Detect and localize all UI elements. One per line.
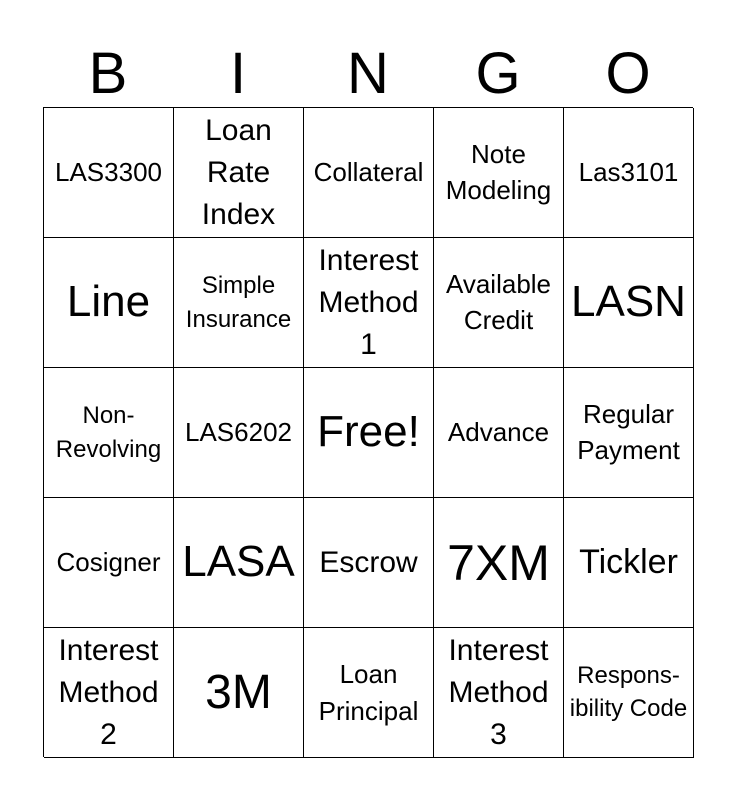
header-letter-n: N <box>347 41 389 106</box>
cell-text: Tickler <box>579 543 678 582</box>
cell-text: Loan Rate Index <box>201 113 276 231</box>
bingo-grid <box>43 107 693 757</box>
bingo-header <box>43 40 693 108</box>
cell-text: 7XM <box>447 534 550 591</box>
cell-text: Collateral <box>313 156 424 187</box>
bingo-cell[interactable] <box>564 108 694 238</box>
cell-text: Non-Revolving <box>55 401 162 463</box>
bingo-cell[interactable] <box>564 368 694 498</box>
bingo-cell[interactable] <box>564 238 694 368</box>
bingo-cell[interactable] <box>304 238 434 368</box>
bingo-cell[interactable] <box>174 628 304 758</box>
cell-text: Interest Method 1 <box>318 243 419 361</box>
cell-text: Las3101 <box>578 156 679 187</box>
cell-text: Advance <box>447 416 550 447</box>
header-letter-g: G <box>475 41 521 106</box>
cell-text: 3M <box>205 665 272 719</box>
bingo-cell[interactable] <box>434 108 564 238</box>
cell-text: Escrow <box>319 545 418 579</box>
bingo-cell[interactable] <box>44 498 174 628</box>
cell-text: Regular Payment <box>577 399 680 465</box>
cell-text: Note Modeling <box>445 139 552 205</box>
cell-text: Interest Method 3 <box>448 633 549 751</box>
cell-text: Cosigner <box>56 546 161 577</box>
bingo-cell[interactable] <box>304 498 434 628</box>
bingo-cell[interactable] <box>44 628 174 758</box>
bingo-cell[interactable] <box>174 108 304 238</box>
cell-text: Simple Insurance <box>185 271 292 333</box>
free-space: Free! <box>317 407 420 457</box>
bingo-cell[interactable] <box>174 498 304 628</box>
bingo-cell[interactable] <box>434 498 564 628</box>
bingo-cell[interactable] <box>174 368 304 498</box>
bingo-cell[interactable] <box>304 628 434 758</box>
bingo-cell[interactable] <box>44 368 174 498</box>
cell-text: Respons-ibility Code <box>569 662 688 722</box>
bingo-cell[interactable] <box>174 238 304 368</box>
bingo-cell[interactable] <box>44 108 174 238</box>
bingo-cell[interactable] <box>304 368 434 498</box>
bingo-cell[interactable] <box>434 238 564 368</box>
cell-text: Available Credit <box>445 269 552 335</box>
header-letter-o: O <box>605 41 651 106</box>
cell-text: LASA <box>182 537 295 587</box>
bingo-cell[interactable] <box>434 628 564 758</box>
cell-text: Line <box>66 277 151 327</box>
bingo-cell[interactable] <box>434 368 564 498</box>
cell-text: LAS6202 <box>185 416 292 447</box>
header-letter-b: B <box>88 41 128 106</box>
header-letter-i: I <box>229 41 247 106</box>
cell-text: LAS3300 <box>55 156 162 187</box>
bingo-cell[interactable] <box>564 628 694 758</box>
bingo-cell[interactable] <box>44 238 174 368</box>
bingo-cell[interactable] <box>304 108 434 238</box>
cell-text: LASN <box>571 277 686 327</box>
cell-text: Interest Method 2 <box>58 633 159 751</box>
bingo-cell[interactable] <box>564 498 694 628</box>
cell-text: Loan Principal <box>318 659 419 726</box>
